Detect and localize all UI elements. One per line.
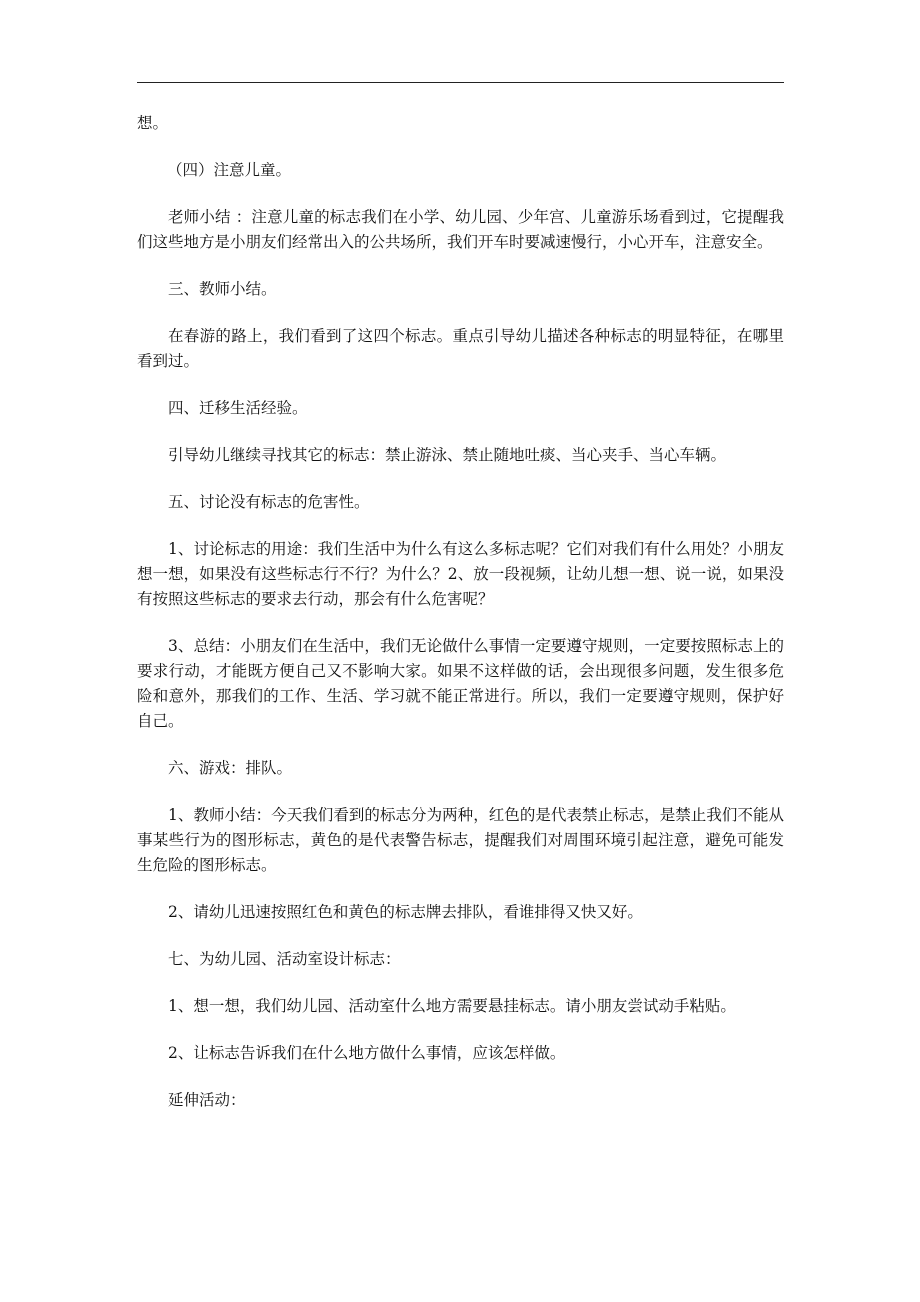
document-body [137, 111, 784, 1135]
section-heading-7: 七、为幼儿园、活动室设计标志： [168, 950, 401, 968]
section-heading-6: 六、游戏：排队。 [168, 759, 293, 777]
section-heading-3: 三、教师小结。 [168, 280, 277, 298]
paragraph-design-2: 2、让标志告诉我们在什么地方做什么事情，应该怎样做。 [168, 1044, 566, 1062]
paragraph-game-1: 1、教师小结：今天我们看到的标志分为两种，红色的是代表禁止标志，是禁止我们不能从事某些行为的图形标志，黄色的是代表警告标志，提醒我们对周围环境引起注意，避免可能发生危险的图形标志。 [137, 806, 784, 874]
paragraph-extension: 延伸活动： [168, 1091, 246, 1109]
paragraph-game-2: 2、请幼儿迅速按照红色和黄色的标志牌去排队，看谁排得又快又好。 [168, 903, 643, 921]
header-rule [137, 82, 784, 83]
paragraph-teacher-summary: 老师小结 ：注意儿童的标志我们在小学、幼儿园、少年宫、儿童游乐场看到过，它提醒我们这些地方是小朋友们经常出入的公共场所，我们开车时要减速慢行，小心开车，注意安全。 [137, 208, 784, 251]
paragraph-continuation: 想。 [137, 114, 169, 132]
section-heading-4: （四）注意儿童。 [167, 161, 292, 179]
section-heading-5: 五、讨论没有标志的危害性。 [168, 493, 370, 511]
section-heading-4-migrate: 四、迁移生活经验。 [168, 399, 308, 417]
paragraph-discussion-1: 1、讨论标志的用途：我们生活中为什么有这么多标志呢？它们对我们有什么用处？小朋友想一想，如果没有这些标志行不行？为什么？2、放一段视频，让幼儿想一想、说一说，如果没有按照这些标志的要求去行动，那会有什么危害呢？ [137, 540, 784, 608]
paragraph-other-signs: 引导幼儿继续寻找其它的标志：禁止游泳、禁止随地吐痰、当心夹手、当心车辆。 [168, 446, 727, 464]
paragraph-discussion-3: 3、总结：小朋友们在生活中，我们无论做什么事情一定要遵守规则，一定要按照标志上的要求行动，才能既方便自己又不影响大家。如果不这样做的话，会出现很多问题，发生很多危险和意外，那我们的工作、生活、学习就不能正常进行。所以，我们一定要遵守规则，保护好自己。 [137, 637, 784, 730]
paragraph-design-1: 1、想一想，我们幼儿园、活动室什么地方需要悬挂标志。请小朋友尝试动手粘贴。 [168, 997, 736, 1015]
paragraph-spring-trip: 在春游的路上，我们看到了这四个标志。重点引导幼儿描述各种标志的明显特征，在哪里看到过。 [137, 327, 784, 370]
